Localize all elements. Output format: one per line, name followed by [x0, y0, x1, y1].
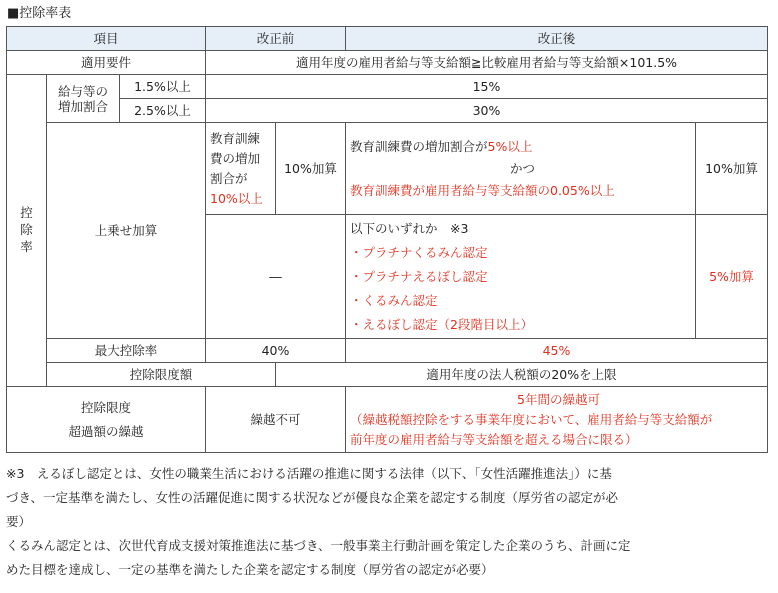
increase-row-1	[7, 75, 768, 99]
deduction-rate-table	[6, 26, 768, 453]
carryover-before: 繰越不可	[206, 387, 346, 453]
requirement-row	[7, 51, 768, 75]
footnote-line: くるみん認定とは、次世代育成支援対策推進法に基づき、一般事業主行動計画を策定した企業のうち、計画に定	[6, 538, 631, 553]
list-item: ・くるみん認定	[350, 292, 438, 308]
header-row	[7, 27, 768, 51]
rate-label: 控 除 率	[7, 75, 47, 387]
max-rate-row	[7, 339, 768, 363]
after-condition-education: 教育訓練費の増加割合が5%以上 かつ 教育訓練費が雇用者給与等支給額の0.05%以上	[346, 123, 696, 215]
page-title: ■控除率表	[7, 6, 72, 21]
limit-value: 適用年度の法人税額の20%を上限	[276, 363, 768, 387]
limit-label: 控除限度額	[47, 363, 276, 387]
increase-value-1: 15%	[206, 75, 768, 99]
max-rate-before: 40%	[206, 339, 346, 363]
footnote-line: 要）	[6, 514, 32, 529]
threshold-2: 2.5%以上	[120, 99, 206, 123]
carryover-after: 5年間の繰越可 （繰越税額控除をする事業年度において、雇用者給与等支給額が 前年度の雇用者給与等支給額を超える場合に限る）	[346, 387, 768, 453]
before-condition: 教育訓練 費の増加 割合が 10%以上	[206, 123, 276, 215]
footnote-line: ※3 えるぼし認定とは、女性の職業生活における活躍の推進に関する法律（以下、「女性活躍推進法」）に基	[6, 466, 612, 481]
header-after: 改正後	[346, 27, 768, 51]
after-add-education: 10%加算	[696, 123, 768, 215]
after-certification-list: 以下のいずれか ※3 ・プラチナくるみん認定 ・プラチナえるぼし認定 ・くるみん認定 ・えるぼし認定（2段階目以上）	[346, 215, 696, 339]
increase-row-2	[7, 99, 768, 123]
header-before: 改正前	[206, 27, 346, 51]
limit-row	[7, 363, 768, 387]
header-item: 項目	[7, 27, 206, 51]
footnotes	[6, 462, 772, 582]
requirement-label: 適用要件	[7, 51, 206, 75]
max-rate-after: 45%	[346, 339, 768, 363]
max-rate-label: 最大控除率	[47, 339, 206, 363]
requirement-value: 適用年度の雇用者給与等支給額≧比較雇用者給与等支給額×101.5%	[206, 51, 768, 75]
list-item: ・プラチナえるぼし認定	[350, 268, 488, 284]
list-item: ・えるぼし認定（2段階目以上）	[350, 316, 533, 332]
before-add: 10%加算	[276, 123, 346, 215]
increase-label: 給与等の 増加割合	[47, 75, 120, 123]
increase-value-2: 30%	[206, 99, 768, 123]
carryover-row	[7, 387, 768, 453]
before-dash: ―	[206, 215, 346, 339]
bonus-label: 上乗せ加算	[47, 123, 206, 339]
carryover-label: 控除限度 超過額の繰越	[7, 387, 206, 453]
list-item: ・プラチナくるみん認定	[350, 244, 488, 260]
bonus-row-1	[7, 123, 768, 215]
threshold-1: 1.5%以上	[120, 75, 206, 99]
after-add-certification: 5%加算	[696, 215, 768, 339]
footnote-line: づき、一定基準を満たし、女性の活躍促進に関する状況などが優良な企業を認定する制度（厚労省の認定が必	[6, 490, 619, 505]
footnote-line: めた目標を達成し、一定の基準を満たした企業を認定する制度（厚労省の認定が必要）	[6, 562, 494, 577]
